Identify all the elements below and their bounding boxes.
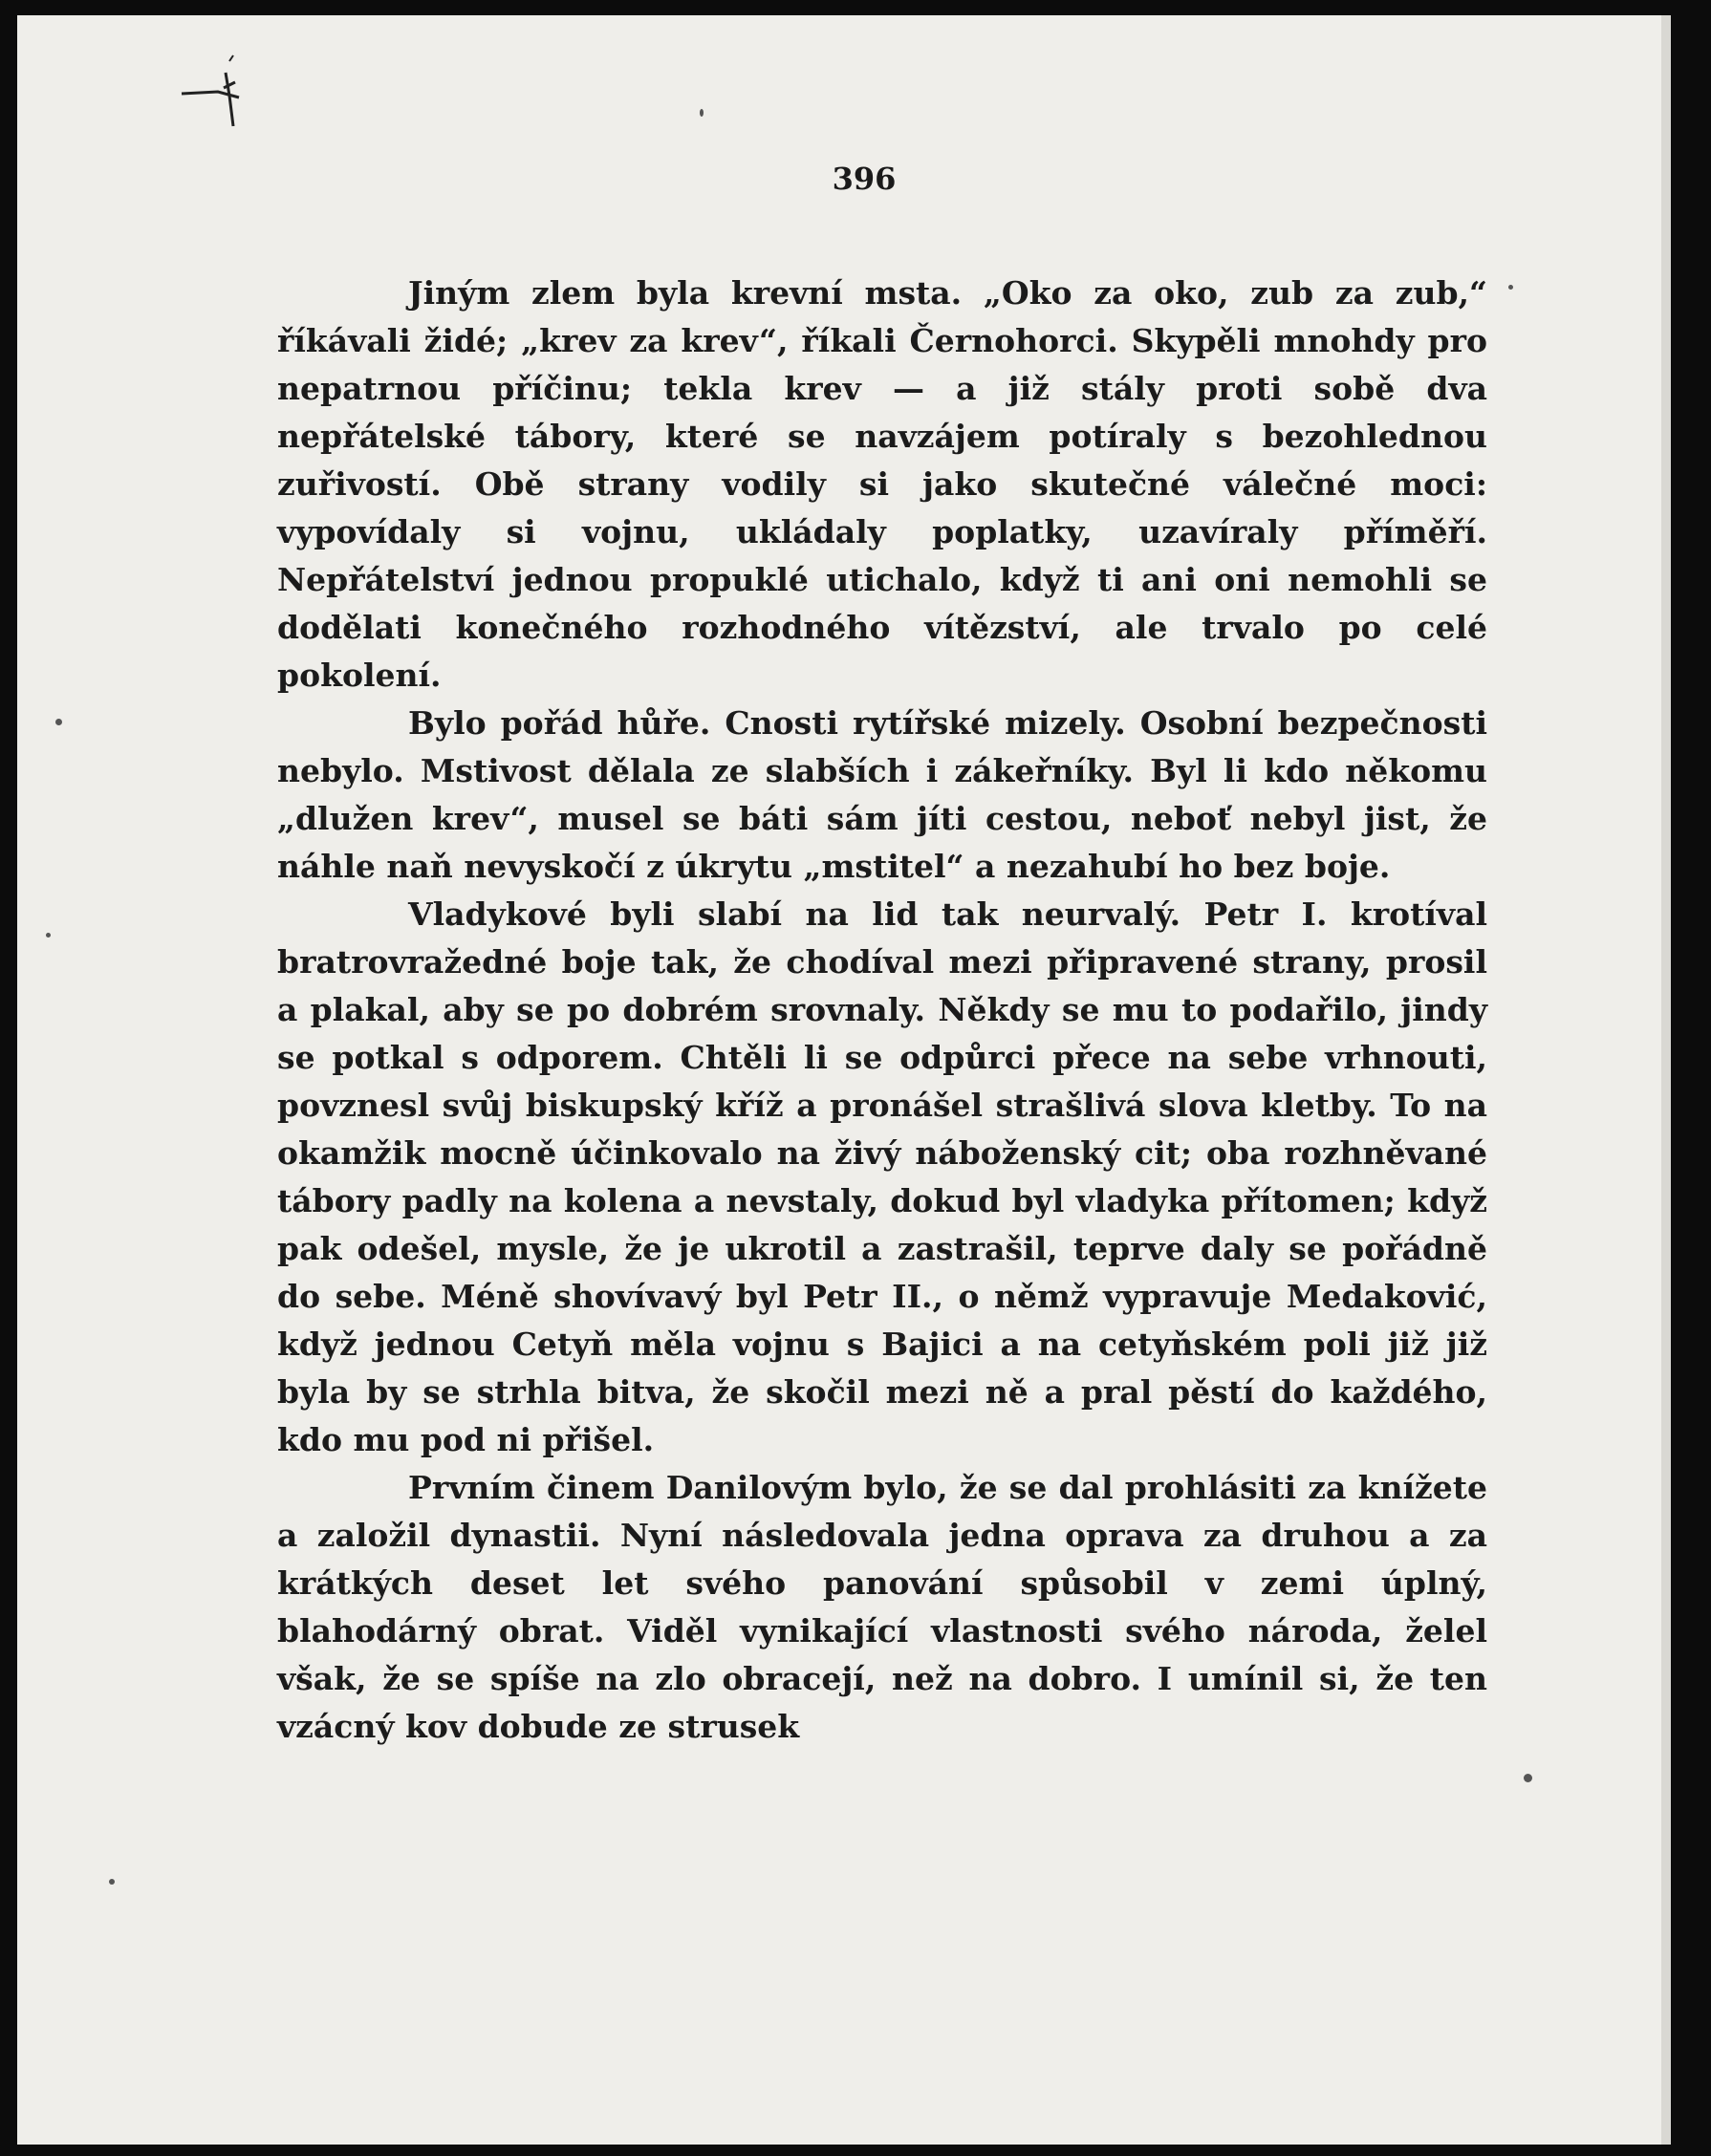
paper-speck <box>1524 1774 1532 1782</box>
paragraph: Bylo pořád hůře. Cnosti rytířské mizely. Osobní bezpečnosti nebylo. Mstivost dělala ze slabších i zákeřníky. Byl li kdo někomu „dlužen krev“, musel se báti sám jíti cestou, neboť nebyl jist, že náhle naň nevyskočí z úkrytu „mstitel“ a nezahubí ho bez boje. <box>277 704 1487 885</box>
paper-speck <box>700 109 704 117</box>
paragraph: Prvním činem Danilovým bylo, že se dal prohlásiti za knížete a založil dynastii. Nyní následovala jedna oprava za druhou a za krátkých deset let svého panování spůsobil v zemi úplný, blahodárný obrat. Viděl vynikající vlastnosti svého národa, želel však, že se spíše na zlo obracejí, než na dobro. I umínil si, že ten vzácný kov dobude ze strusek <box>277 1469 1487 1745</box>
book-page <box>17 15 1661 2145</box>
page-edge <box>1661 15 1671 2145</box>
ink-mark-icon <box>180 54 247 130</box>
page-number: 396 <box>832 161 897 197</box>
paper-speck <box>46 933 51 938</box>
paragraph: Jiným zlem byla krevní msta. „Oko za oko, zub za zub,“ říkávali židé; „krev za krev“, říkali Černohorci. Skypěli mnohdy pro nepatrnou příčinu; tekla krev — a již stály proti sobě dva nepřátelské tábory, které se navzájem potíraly s bezohlednou zuřivostí. Obě strany vodily si jako skutečné válečné moci: vypovídaly si vojnu, ukládaly poplatky, uzavíraly příměří. Nepřátelství jednou propuklé utichalo, když ti ani oni nemohli se dodělati konečného rozhodného vítězství, ale trvalo po celé pokolení. <box>277 274 1487 694</box>
paragraph: Vladykové byli slabí na lid tak neurvalý. Petr I. krotíval bratrovražedné boje tak, že chodíval mezi připravené strany, prosil a plakal, aby se po dobrém srovnaly. Někdy se mu to podařilo, jindy se potkal s odporem. Chtěli li se odpůrci přece na sebe vrhnouti, povznesl svůj biskupský kříž a pronášel strašlivá slova kletby. To na okamžik mocně účinkovalo na živý náboženský cit; oba rozhněvané tábory padly na kolena a nevstaly, dokud byl vladyka přítomen; když pak odešel, mysle, že je ukrotil a zastrašil, teprve daly se pořádně do sebe. Méně shovívavý byl Petr II., o němž vypravuje Medaković, když jednou Cetyň měla vojnu s Bajici a na cetyňském poli již již byla by se strhla bitva, že skočil mezi ně a pral pěstí do každého, kdo mu pod ni přišel. <box>277 895 1487 1458</box>
paper-speck <box>55 719 62 725</box>
body-text <box>277 270 1487 1751</box>
paper-speck <box>109 1879 115 1885</box>
paper-speck <box>1508 285 1513 290</box>
